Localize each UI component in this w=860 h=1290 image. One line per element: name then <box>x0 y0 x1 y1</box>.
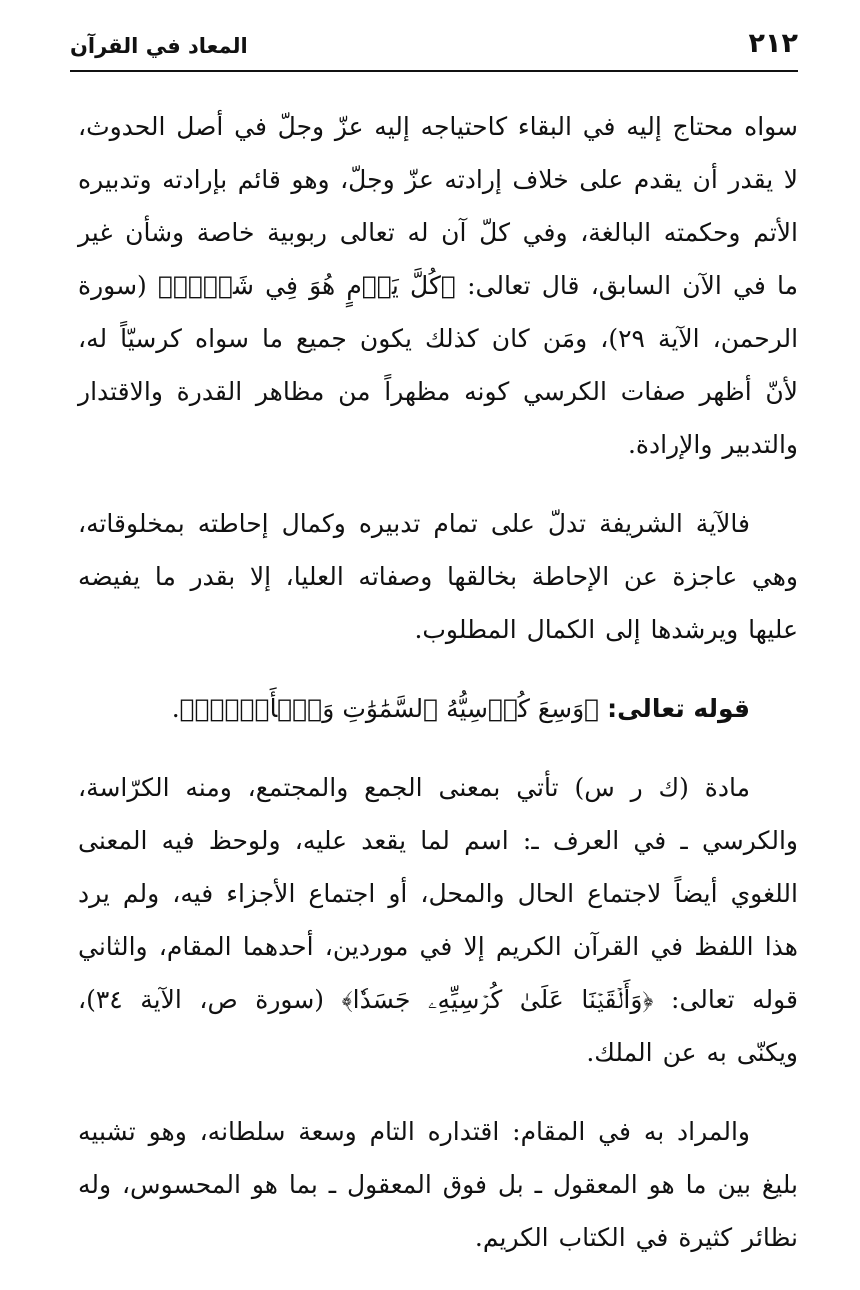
paragraph-4: والمراد به في المقام: اقتداره التام وسعة سلطانه، وهو تشبيه بليغ بين ما هو المعقول ـ بل فوق المعقول ـ بما هو المحسوس، وله نظائر كثيرة في الكتاب الكريم. <box>78 1117 798 1252</box>
paragraph-3: مادة (ك ر س) تأتي بمعنى الجمع والمجتمع، ومنه الكرّاسة، والكرسي ـ في العرف ـ: اسم لما يقعد عليه، ولوحظ فيه المعنى اللغوي أيضاً لاجتماع الحال والمحل، أو اجتماع الأجزاء فيه، ولم يرد هذا اللفظ في القرآن الكريم إلا في موردين، أحدهما المقام، والثاني قوله تعالى: ﴿وَأَلۡقَيۡنَا عَلَىٰ كُرۡسِيِّهِۦ جَسَدٗا﴾ (سورة ص، الآية ٣٤)، ويكنّى به عن الملك. <box>78 773 798 1067</box>
paragraph-1: سواه محتاج إليه في البقاء كاحتياجه إليه عزّ وجلّ في أصل الحدوث، لا يقدر أن يقدم على خلاف إرادته عزّ وجلّ، وهو قائم بإرادته وتدبيره الأتم وحكمته البالغة، وفي كلّ آن له تعالى ربوبية خاصة وشأن غير ما في الآن السابق، قال تعالى: ﴿كُلَّ يَوۡمٍ هُوَ فِي شَأۡنٖ﴾ (سورة الرحمن، الآية ٢٩)، ومَن كان كذلك يكون جميع ما سواه كرسيّاً له، لأنّ أظهر صفات الكرسي كونه مظهراً من مظاهر القدرة والاقتدار والتدبير والإرادة. <box>78 112 799 459</box>
header-divider <box>70 70 798 72</box>
page-number: ٢١٢ <box>748 28 798 59</box>
page-header <box>70 28 798 68</box>
section-heading-label: قوله تعالى: <box>607 694 750 723</box>
section-heading-verse: ﴿وَسِعَ كُرۡسِيُّهُ ٱلسَّمَٰوَٰتِ وَٱلۡأَرۡضَۖ﴾. <box>171 694 600 723</box>
section-heading <box>78 682 798 735</box>
paragraph-2: فالآية الشريفة تدلّ على تمام تدبيره وكمال إحاطته بمخلوقاته، وهي عاجزة عن الإحاطة بخالقها وصفاته العليا، إلا بقدر ما يفيضه عليها ويرشدها إلى الكمال المطلوب. <box>78 509 798 644</box>
main-text <box>78 100 798 1290</box>
running-title: المعاد في القرآن <box>70 34 248 58</box>
